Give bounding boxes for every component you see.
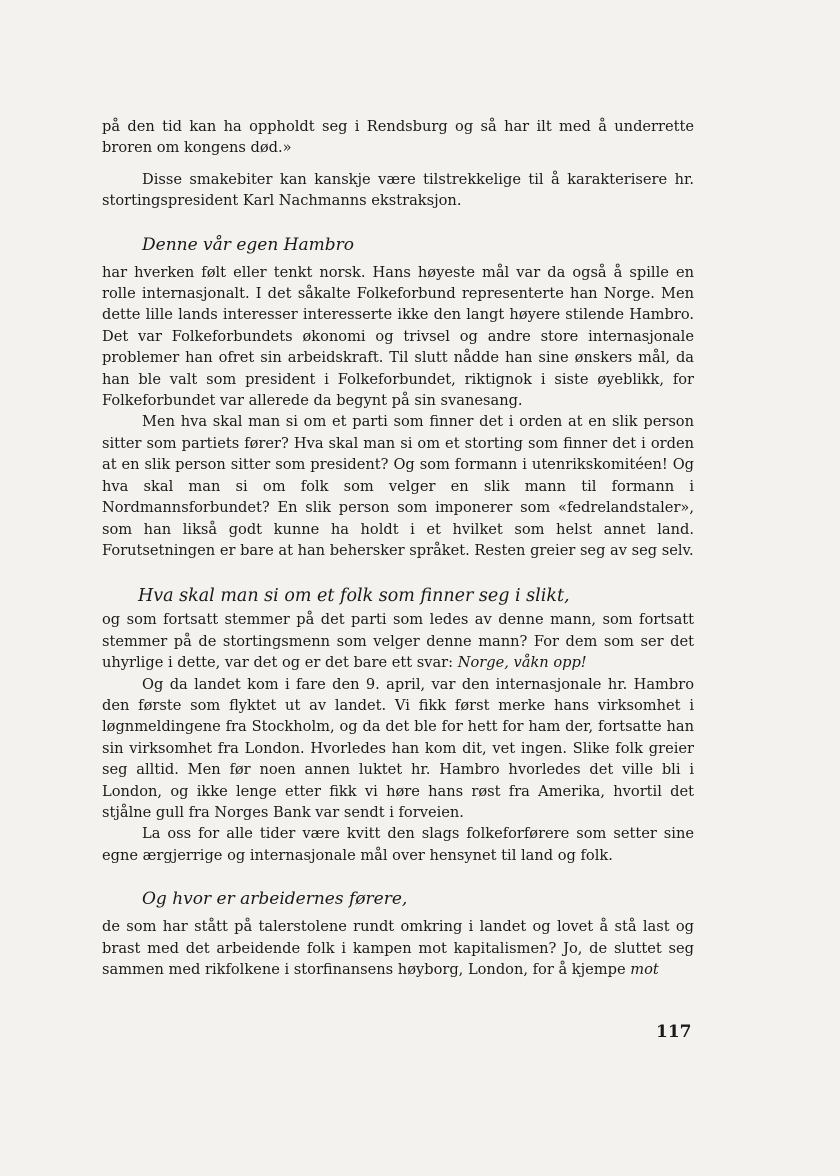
paragraph: Disse smakebiter kan kanskje være tilstrekkelige til å karakterisere hr. stortingspresident Karl Nachmanns ekstraksjon. [102,170,694,210]
paragraph: La oss for alle tider være kvitt den slags folkeforførere som setter sine egne ærgjerrige og internasjonale mål over hensynet til land og folk. [102,825,694,864]
body-text [102,116,694,980]
paragraph [102,916,694,980]
paragraph-text: og som fortsatt stemmer på det parti som ledes av denne mann, som fortsatt stemmer på de stortingsmenn som velger denne mann? For dem som ser det uhyrlige i dette, var det og er det bare ett svar: [102,611,694,672]
section-heading: Hva skal man si om et folk som finner seg i slikt, [138,586,570,607]
paragraph-continuation: på den tid kan ha oppholdt seg i Rendsburg og så har ilt med å underrette broren om kongens død.» [102,118,694,157]
section-heading: Denne vår egen Hambro [142,234,355,255]
paragraph-text: de som har stått på talerstolene rundt omkring i landet og lovet å stå last og brast med det arbeidende folk i kampen mot kapitalismen? Jo, de sluttet seg sammen med rikfolkene i storfinansens høyborg, London, for å kjempe [102,918,694,978]
paragraph: har hverken følt eller tenkt norsk. Hans høyeste mål var da også å spille en rolle internasjonalt. I det såkalte Folkeforbund representerte han Norge. Men dette lille lands interesser interesserte ikke den langt høyere stilende Hambro. Det var Folkeforbundets økonomi og trivsel og andre store internasjonale problemer han ofret sin arbeidskraft. Til slutt nådde han sine ønskers mål, da han ble valt som president i Folkeforbundet, riktignok i siste øyeblikk, for Folkeforbundet var allerede da begynt på sin svanesang. [102,263,694,410]
paragraph: Men hva skal man si om et parti som finner det i orden at en slik person sitter som partiets fører? Hva skal man si om et storting som finner det i orden at en slik person sitter som president? Og som formann i utenrikskomitéen! Og hva skal man si om folk som velger en slik mann til formann i Nordmannsforbundet? En slik person som imponerer som «fedrelandstaler», som han likså godt kunne ha holdt i et hvilket som helst annet land. Forutsetningen er bare at han behersker språket. Resten greier seg av seg selv. [102,413,694,559]
paragraph: Og da landet kom i fare den 9. april, var den internasjonale hr. Hambro den første som flyktet ut av landet. Vi fikk først merke hans virksomhet i løgnmeldingene fra Stockholm, og da det ble for hett for ham der, fortsatte han sin virksomhet fra London. Hvorledes han kom dit, vet ingen. Slike folk greier seg alltid. Men før noen annen luktet hr. Hambro hvorledes det ville bli i London, og ikke lenge etter fikk vi høre hans røst fra Amerika, hvortil det stjålne gull fra Norges Bank var sendt i forveien. [102,675,694,821]
emphasis-text: Norge, våkn opp! [457,654,587,672]
paragraph [102,609,694,673]
page-number: 117 [656,1022,692,1042]
emphasis-text: mot [630,961,659,978]
section-heading: Og hvor er arbeidernes førere, [142,889,408,910]
